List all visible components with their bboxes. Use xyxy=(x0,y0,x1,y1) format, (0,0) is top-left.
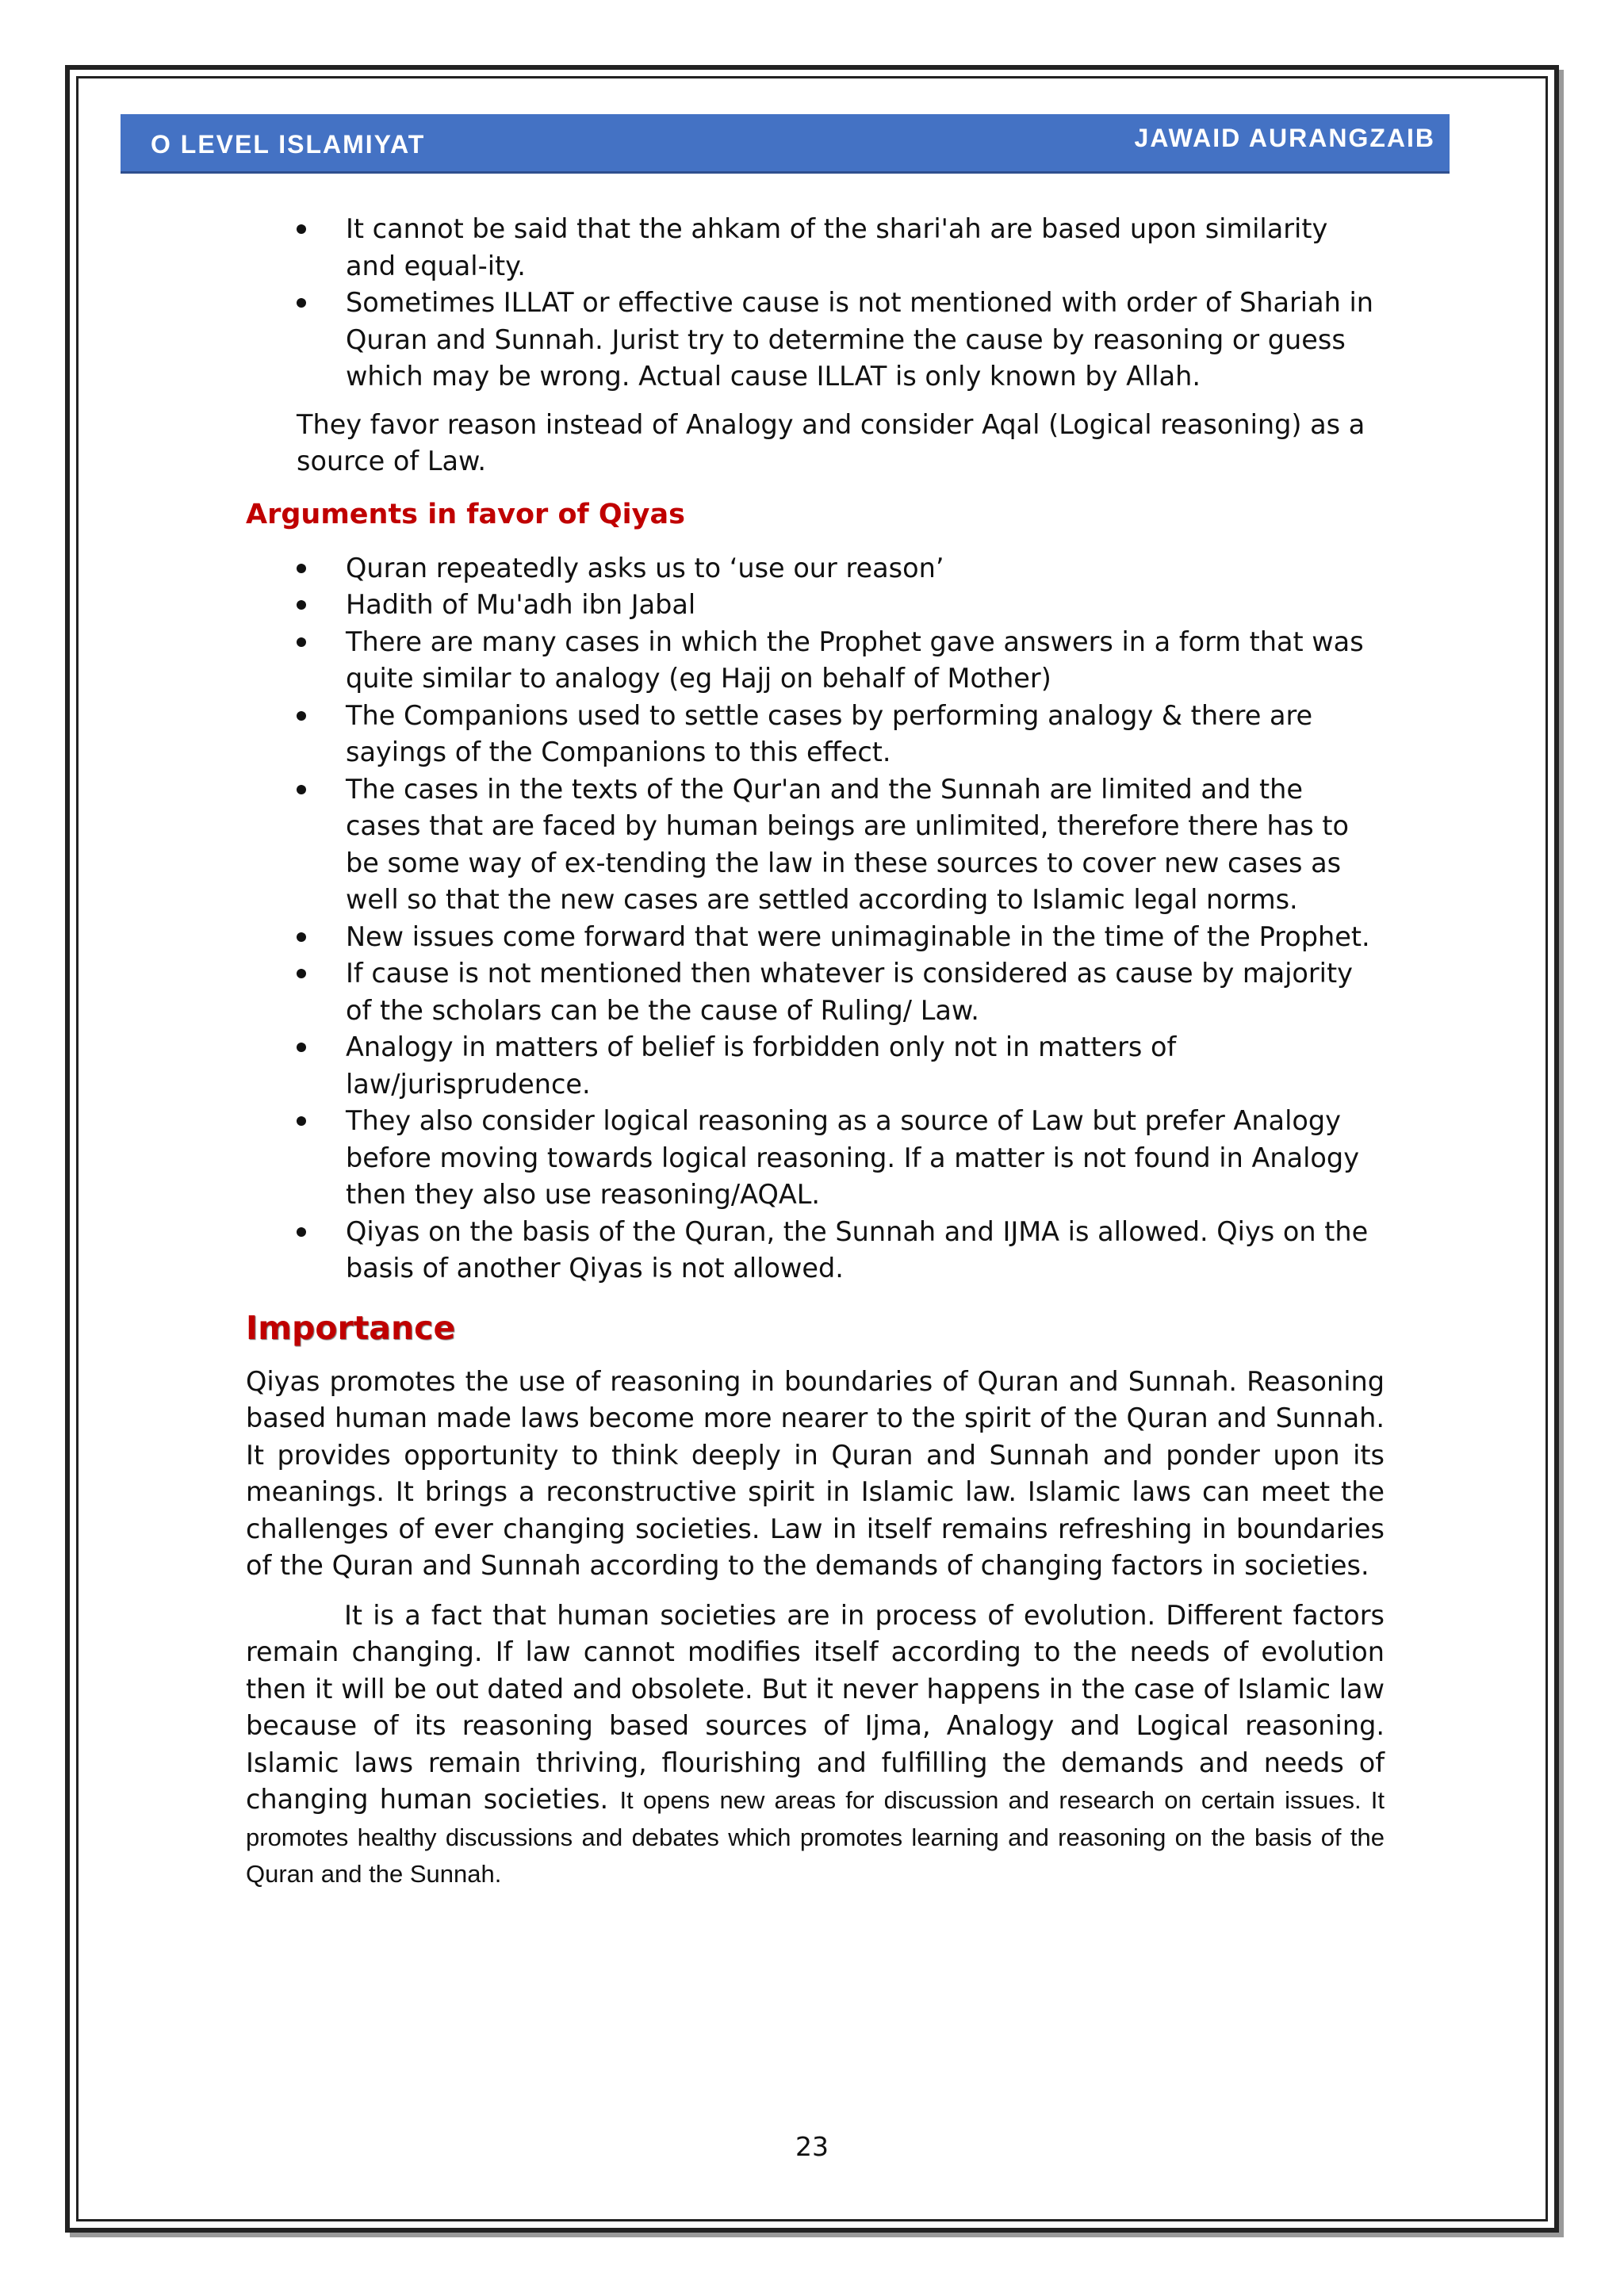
header-bar xyxy=(121,114,1450,174)
top-bullet-list xyxy=(246,211,1385,396)
page-content xyxy=(246,211,1385,1905)
arguments-bullet-list xyxy=(246,550,1385,1288)
list-item xyxy=(346,285,1385,396)
bullet-icon xyxy=(297,564,306,573)
list-item-text: Hadith of Mu'adh ibn Jabal xyxy=(346,589,696,620)
list-item-text: Quran repeatedly asks us to ‘use our reason’ xyxy=(346,552,944,584)
list-item-text: It cannot be said that the ahkam of the shari'ah are based upon similarity and equal-ity. xyxy=(346,213,1328,281)
list-item xyxy=(346,1103,1385,1214)
list-item xyxy=(346,1214,1385,1288)
list-item xyxy=(346,919,1385,956)
bullet-icon xyxy=(297,969,306,978)
arguments-heading: Arguments in favor of Qiyas xyxy=(246,498,685,530)
list-item-text: They also consider logical reasoning as a source of Law but prefer Analogy before moving towards logical reasoning. If a matter is not found in Analogy then they also use reasoning/AQAL. xyxy=(346,1105,1360,1210)
list-item-text: Qiyas on the basis of the Quran, the Sunnah and IJMA is allowed. Qiys on the basis of another Qiyas is not allowed. xyxy=(346,1215,1369,1284)
list-item xyxy=(346,1029,1385,1103)
list-item xyxy=(346,771,1385,919)
page-number: 23 xyxy=(795,2131,829,2162)
bullet-icon xyxy=(297,1227,306,1237)
bullet-icon xyxy=(297,932,306,942)
importance-paragraph-2-main: It is a fact that human societies are in process of evolution. Different factors remain changing. If law cannot modifies itself according to the needs of evolution then it will be out dated and obsolete. But it never happens in the case of Islamic law because of its reasoning based sources of Ijma, Analogy and Logical reasoning. Islamic laws remain thriving, flourishing and fulfilling the demands and needs of changing human societies. xyxy=(246,1599,1385,1815)
header-course-title: O LEVEL ISLAMIYAT xyxy=(151,130,426,159)
bullet-icon xyxy=(297,298,306,308)
list-item-text: Sometimes ILLAT or effective cause is not mentioned with order of Shariah in Quran and Sunnah. Jurist try to determine the cause by reasoning or guess which may be wrong. Actual cause ILLAT is only known by Allah. xyxy=(346,287,1374,392)
favor-reason-paragraph: They favor reason instead of Analogy and consider Aqal (Logical reasoning) as a source of Law. xyxy=(297,408,1365,476)
bullet-icon xyxy=(297,600,306,610)
importance-paragraph-2 xyxy=(246,1598,1385,1892)
bullet-icon xyxy=(297,785,306,794)
list-item-text: New issues come forward that were unimaginable in the time of the Prophet. xyxy=(346,920,1370,952)
list-item xyxy=(346,550,1385,587)
importance-heading: Importance xyxy=(246,1308,456,1347)
list-item xyxy=(346,698,1385,771)
list-item-text: The Companions used to settle cases by performing analogy & there are sayings of the Companions to this effect. xyxy=(346,699,1313,767)
list-item-text: There are many cases in which the Prophet gave answers in a form that was quite similar to analogy (eg Hajj on behalf of Mother) xyxy=(346,626,1364,694)
bullet-icon xyxy=(297,637,306,647)
bullet-icon xyxy=(297,224,306,234)
importance-paragraph-2-tail: It opens new areas for discussion and research on certain issues. It promotes healthy discussions and debates which promotes learning and reasoning on the basis of the Quran and the Sunnah. xyxy=(246,1786,1385,1888)
importance-paragraph-1: Qiyas promotes the use of reasoning in boundaries of Quran and Sunnah. Reasoning based human made laws become more nearer to the spirit of the Quran and Sunnah. It provides opportunity to think deeply in Quran and Sunnah and ponder upon its meanings. It brings a reconstructive spirit in Islamic law. Islamic laws can meet the challenges of ever changing societies. Law in itself remains refreshing in boundaries of the Quran and Sunnah according to the demands of changing factors in societies. xyxy=(246,1365,1385,1581)
bullet-icon xyxy=(297,711,306,721)
list-item xyxy=(346,955,1385,1029)
list-item-text: If cause is not mentioned then whatever is considered as cause by majority of the scholars can be the cause of Ruling/ Law. xyxy=(346,958,1353,1026)
header-author-name: JAWAID AURANGZAIB xyxy=(1134,124,1435,152)
bullet-icon xyxy=(297,1116,306,1126)
bullet-icon xyxy=(297,1043,306,1052)
list-item xyxy=(346,587,1385,624)
list-item-text: Analogy in matters of belief is forbidden only not in matters of law/jurisprudence. xyxy=(346,1031,1177,1100)
list-item xyxy=(346,624,1385,698)
list-item-text: The cases in the texts of the Qur'an and the Sunnah are limited and the cases that are faced by human beings are unlimited, therefore there has to be some way of ex-tending the law in these sources to cover new cases as well so that the new cases are settled according to Islamic legal norms. xyxy=(346,773,1350,915)
list-item xyxy=(346,211,1385,285)
